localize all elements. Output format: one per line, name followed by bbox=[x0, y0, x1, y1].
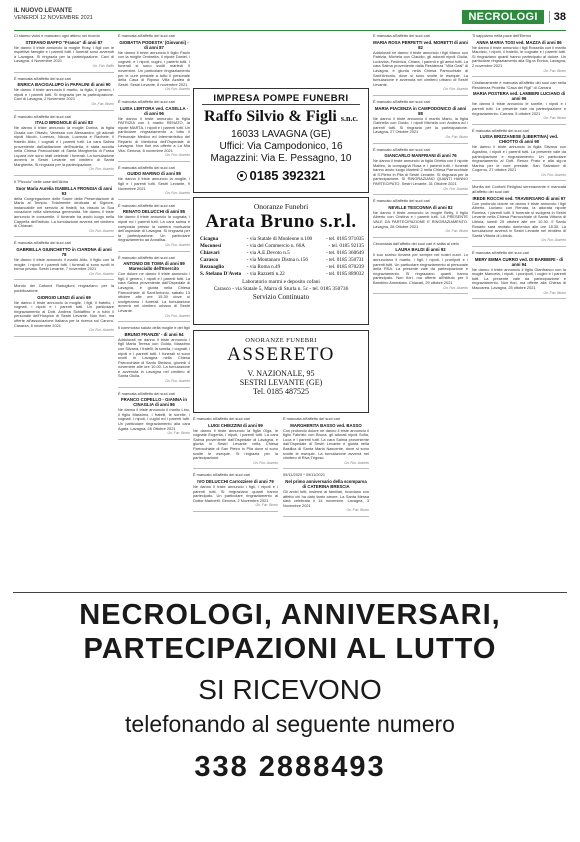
big-ad-line-4: telefonando al seguente numero bbox=[125, 711, 455, 737]
obituary-notice bbox=[472, 185, 566, 247]
deceased-name: MARIA POSTERA ved. LAMBERI LUCIANO di anni 96 bbox=[472, 91, 566, 102]
column-4 bbox=[373, 34, 468, 586]
notice-intro: È mancata all'affetto dei suoi cari bbox=[14, 75, 71, 81]
ad-raffo-phone bbox=[194, 168, 368, 183]
notice-body: Ne danno il triste annuncio le sorelle, i nipoti e i parenti tutti. La presente vale da partecipazione e ringraziamento. Carrara, 5 ottobre 2021 bbox=[472, 101, 566, 116]
column-3-right bbox=[283, 417, 369, 589]
deceased-name: ENRICA BACIGALUPO in PAPALINI di anni 90 bbox=[17, 82, 111, 88]
obituary-notice bbox=[118, 100, 190, 162]
header-rule bbox=[14, 30, 566, 31]
location-city: Moconesi bbox=[200, 243, 222, 249]
ad-arata-locations bbox=[200, 236, 364, 278]
notice-body: Ne danno il triste annuncio il marito Aldo, il figlio con la moglie, i nipoti e i parenti tutti. I funerali si sono svolti in forma privata. Sestri Levante, 7 novembre 2021 bbox=[14, 257, 114, 272]
ad-raffo-suffix: s.n.c. bbox=[340, 114, 358, 123]
location-phone: - tel. 0185 889032 bbox=[325, 271, 364, 277]
deceased-name: Nel primo anniversario della scomparsa di CATERINA BRESCIA bbox=[285, 478, 367, 489]
notice-body: Con profondo dolore ne danno il triste annuncio il figlio Fabrizio con Bruna, gli adorati nipoti Sofia, Luca e i parenti tutti. La cara Salma proveniente dall'Ospedale di Sestri Levante è giunta nella Basilica di Santa Maria Nascente, dove si sono svolte le esequie. La tumulazione avverrà nel cimitero di Riva Trigoso. bbox=[283, 427, 369, 461]
ad-assereto-name: ASSERETO bbox=[227, 344, 335, 365]
notice-intro: Cristianamente è mancata all'affetto dei suoi cari nella Residenza Protetta "Casa del Figli" di Carrara bbox=[472, 80, 566, 90]
notice-intro: È mancata all'affetto dei suoi cari bbox=[373, 34, 430, 38]
location-city: Rezzoaglio bbox=[200, 264, 224, 270]
ad-arata-name: Arata Bruno s.r.l. bbox=[205, 211, 357, 232]
notice-body: della Congregazione delle Suore della Presentazione di Maria al Tempio. Totalmente dedicata al Signore, instancabile nel servizio ai fratelli, ha vissuto la Sua vocazione nella silenziosa generosità. Ne danno il triste annuncio le consorelle. Il funerale ha avuto luogo nella Cappella dell'Istituto. La tumulazione avverrà nel cimitero di Chiavari. bbox=[14, 195, 114, 229]
deceased-name: GUIDO MARINO di anni 85 bbox=[127, 171, 181, 177]
obituary-notice bbox=[14, 77, 114, 111]
deceased-name: ANTONIO DE TOMA di anni 89 Maresciallo dell'Esercito bbox=[123, 261, 185, 272]
notice-body: Addolorati ne danno il triste annuncio i figli Marco con Patrizia, Michela con Claudio, gli adorati nipoti Giulia, Ludovica, Federica, Chiara, i parenti e gli amici tutti. La cara Salma proveniente dalla Residenza "Villa Oasi" di Lavagna, è giunta nella Chiesa Parrocchiale di Sant'Antonio, dove si sono svolte le esequie. La tumulazione è avvenuta nel cimitero urbano di Sestri Levante. bbox=[373, 49, 468, 87]
funeral-home-signature: On. Fun. Bruno bbox=[543, 68, 566, 73]
notice-body: Gli amici tutti, insieme ai familiari, ricordano con affetto chi ha dato tanto amore. La Santa Messa sarà celebrata il 14 novembre. Lavagna, 3 Novembre 2021 bbox=[283, 488, 369, 508]
deceased-name: LUIGI CHIEZZINI di anni 99 bbox=[208, 422, 263, 428]
notice-intro: È mancata all'affetto dei suoi cari bbox=[118, 164, 175, 170]
location-city: Cicagna bbox=[200, 236, 219, 242]
notice-intro: È mancato all'affetto dei suoi cari bbox=[373, 198, 430, 204]
deceased-name: IREDE ROCCHI ved. TRAVERSARO di anni 97 bbox=[472, 195, 566, 201]
notice-intro: Il commosso saluto della moglie e dei figli bbox=[118, 325, 190, 331]
newspaper-name: IL NUOVO LEVANTE bbox=[14, 8, 73, 14]
notice-intro: È mancato all'affetto dei suoi cari bbox=[118, 202, 175, 208]
column-5 bbox=[472, 34, 566, 586]
deceased-name: GABRIELLA GIUNCHETTO in CIARDNA di anni 78 bbox=[16, 247, 112, 257]
obituary-notice bbox=[14, 241, 114, 280]
deceased-name: NEVILLE TESCONNA di anni 82 bbox=[388, 204, 453, 210]
location-city: S. Stefano D'Aveto bbox=[200, 271, 242, 277]
notice-body: Ne danno il triste annuncio la cognata, i nipoti ed i parenti tutti. La cara salma è composta presso la camera mortuaria dell'ospedale di Lavagna. Si ringrazia per la partecipazione. Un particolare ringraziamento ad Annalisa. bbox=[118, 214, 190, 243]
funeral-home-signature: On. Fun. Baffo bbox=[92, 63, 114, 68]
funeral-home-signature: On. Fun. Bruno bbox=[543, 290, 566, 295]
notice-body: Ne danno il triste annuncio i figli Rossella con il marito Maurizio, i nipoti, il fratello, le cognate e i parenti tutti. Si ringraziano quanti hanno partecipato al dolore. Un particolare ringraziamento alla Sig.ra Enrica. Lavagna, 2 novembre 2021 bbox=[472, 44, 566, 68]
notice-body: Ne danno il triste annuncio il figlio Paolo con la moglie Ombretta, il nipote Daniel, i cognati, e i nipoti, cugini, i parenti tutti. I funerali si sono svolti martedì 9 novembre. Un particolare ringraziamento per le cure prestate a tutto il personale della Casa di Riposo Villa Azalea di Sestri. Sestri Levante, 8 novembre 2021 bbox=[118, 49, 190, 87]
notice-intro: È mancata all'affetto dei suoi cari bbox=[283, 417, 340, 421]
notice-body: Ne danno il triste annuncio la figlia Orietta con il nipote Matteo, la compagna Rosa e i parenti tutti. I funerali hanno avuto luogo Martedì 2 nella Chiesa Parrocchiale di S.Pietro in Pila di Sestri Levante. Si ringrazia per la partecipazione. SI RINGRAZIANO QUANTI HANNO PARTECIPATO. Sestri Levante, 31 Ottobre 2021 bbox=[373, 158, 468, 187]
deceased-name: MARGHERITA BASSO ved. BASSO bbox=[290, 422, 362, 428]
notice-intro: È mancata all'affetto dei suoi cari bbox=[472, 250, 529, 255]
funeral-home-signature: On. Fun. Asserto bbox=[89, 167, 114, 172]
location-address: - via Roma n.49 bbox=[246, 264, 281, 270]
notice-body: Ne danno il triste annuncio la figlia Silvana con Agostino, i nipoti e i parenti tutti. La presente vale da partecipazione e ringraziamento. Un particolare ringraziamento al Dott. Renzo Prato e alla sig.ra Marina per le cure prestate. San Salvatore di Cogorno, 27 ottobre 2021 bbox=[472, 144, 566, 173]
funeral-home-signature: On. Fun. Asserto bbox=[165, 87, 190, 92]
ad-assereto-phone: Tel. 0185 487525 bbox=[252, 387, 310, 396]
notice-body: Il suo sorriso rimarrà per sempre nei nostri cuori. Lo annunciano il marito, i figli, i nipoti, i pronipoti e i parenti tutti. Un particolare ringraziamento al personale della RSA. La presente vale da partecipazione e ringraziamento. Si ringraziano quanti hanno partecipato. Non fiori, ma offerte all'Istituto per il Bambino Ammalato. Chiavari, 29 ottobre 2021 bbox=[373, 252, 468, 285]
obituary-notice bbox=[283, 473, 369, 517]
deceased-name: IVO DELUCCHI Carrozziere di anni 79 bbox=[197, 478, 274, 484]
obituary-notice bbox=[14, 180, 114, 237]
notice-intro: È mancata all'affetto dei suoi cari bbox=[118, 98, 175, 104]
obituary-notice bbox=[472, 129, 566, 182]
ad-arata-subtitle: Onoranze Funebri bbox=[253, 202, 309, 211]
notice-body: Ne danno il triste annuncio la moglie Betty, il figlio Alberto con Cristina e i parenti tutti. LA PRESENTE VALE DA PARTECIPAZIONE E RINGRAZIAMENTO. Lavagna, 28 Ottobre 2021 bbox=[373, 209, 468, 229]
ad-assereto-address: V. NAZIONALE, 95 bbox=[247, 369, 315, 378]
big-ad-phone: 338 2888493 bbox=[194, 751, 386, 783]
ad-raffo-title: IMPRESA POMPE FUNEBRI bbox=[202, 93, 360, 105]
section-header bbox=[462, 10, 566, 24]
notice-intro: È mancato all'affetto dei suoi cari bbox=[193, 472, 250, 478]
notice-body: Ne danno il triste annuncio la moglie Rosy, i figli con le rispettive famiglie e i parenti tutti. I funerali sono avvenuti a Lavagna. Si ringrazia per la partecipazione. Cavi di Lavagna, 4 Novembre 2021 bbox=[14, 44, 114, 64]
obituary-notice bbox=[472, 81, 566, 125]
location-phone: - tel. 0185 971035 bbox=[325, 236, 364, 242]
location-row bbox=[200, 264, 364, 271]
ad-raffo-warehouse: Magazzini: Via E. Pessagno, 10 bbox=[210, 153, 352, 164]
notice-body: Ne danno il triste annuncio il marito Lino, il figlio Massimo, i fratelli, le sorelle, i cognati, i nipoti, i cugini ed i parenti tutti. Un particolare ringraziamento alla cara Agata. Lavagna, 28 Ottobre 2021 bbox=[118, 407, 190, 431]
obituary-notice bbox=[118, 166, 190, 200]
big-ad-line-1: NECROLOGI, ANNIVERSARI, bbox=[79, 599, 501, 631]
location-address: - via Razzetti n.22 bbox=[246, 271, 285, 277]
deceased-name: STEFANO BAFFO "Franco" di anni 87 bbox=[25, 39, 103, 45]
funeral-home-signature: On. Fun. Asserto bbox=[89, 271, 114, 276]
deceased-name: BRUNO FRANZE' - di anni 94 bbox=[124, 331, 184, 337]
obituary-notice bbox=[118, 392, 190, 440]
deceased-name: ITALO BRIGNOLE di anni 83 bbox=[35, 120, 93, 126]
funeral-home-signature: On. Fun. Asserto bbox=[165, 191, 190, 196]
funeral-home-signature: On. Fun. Asserto bbox=[89, 228, 114, 233]
funeral-home-signature: On. Fun. Asserto bbox=[541, 238, 566, 243]
funeral-home-signature: On. Fun. Asserto bbox=[443, 285, 468, 290]
deceased-name: ANNA MARIA TOSI ved. MAZZA di anni 86 bbox=[476, 39, 562, 45]
ad-raffo-company: Raffo Silvio & Figli bbox=[203, 108, 337, 125]
obituary-notice bbox=[118, 326, 190, 388]
notice-intro: È mancata all'affetto dei suoi cari bbox=[118, 390, 175, 396]
funeral-home-signature: On. Fun. Asserto bbox=[344, 460, 369, 465]
funeral-home-signature: On. Fun. Bruno bbox=[445, 229, 468, 234]
notice-intro: È mancata all'affetto dei suoi cari bbox=[14, 240, 71, 246]
deceased-name: GIORGIO LENZI di anni 69 bbox=[37, 294, 91, 300]
funeral-home-signature: On. Fun. Bruno bbox=[346, 508, 369, 513]
obituary-notice bbox=[472, 34, 566, 77]
column-1 bbox=[14, 34, 114, 586]
big-ad-line-2: PARTECIPAZIONI AL LUTTO bbox=[83, 633, 497, 665]
phone-icon bbox=[237, 171, 247, 181]
location-phone: - tel. 0185 360649 bbox=[325, 250, 364, 256]
notice-body: Ne danno il triste annuncio la moglie, i figli, il fratello, i cognati, i nipoti e i parenti tutti. Un particolare ringraziamento al Dott. Andrea Schiaffino e a tutto il personale dell'Hospice di Sestri Levante. Non fiori, ma offerte all'associazione Italiana per la ricerca sul Cancro. Casarza, 8 novembre 2021 bbox=[14, 299, 114, 328]
deceased-name: MARIA ROSA PERFETTI ved. MORETTI di anni 82 bbox=[373, 39, 468, 50]
location-row bbox=[200, 250, 364, 257]
page-header bbox=[14, 6, 566, 30]
ad-assereto-subtitle: ONORANZE FUNEBRI bbox=[245, 337, 317, 344]
masthead bbox=[14, 8, 93, 22]
notice-body: Ne danno il triste annuncio il marito, la figlia, il genero, i nipoti e i parenti tutti. Si ringrazia per la partecipazione. Cavi di Lavagna, 2 Novembre 2021 bbox=[14, 87, 114, 102]
ad-arata-service: Servizio Continuato bbox=[252, 293, 310, 301]
notice-body: Ne danno il triste annuncio la moglie Dorina, la figlia Grazia con Ottavio, Vanessa con Alessandro, gli adorati nipoti Nicolò, Lorenzo, Nicola, Lucrezia e Rachele, il fratello Aldo, i cognati e i parenti tutti. La cara Salma proveniente dall'abitazione dell'Isoletta, è stata accolta nella Chiesa Parrocchiale di Santa Margherita di Fossa Lupara ove sono stati celebrati i funerali. La tumulazione avverrà in Sestri Levante nel cimitero di Santa Margherita. Si ringrazia per la partecipazione. bbox=[14, 125, 114, 167]
notice-intro: Circondata dall'affetto dei suoi cari è salita al cielo bbox=[373, 240, 459, 246]
obituary-notice bbox=[118, 34, 190, 96]
obituary-notice bbox=[373, 242, 468, 294]
location-phone: - tel. 0185 350731 bbox=[325, 257, 364, 263]
deceased-name: GIANCARLO MANFRIANI di anni 76 bbox=[384, 153, 457, 159]
notice-intro: Mondo dei Cafonni Raduglioni ringraziano per la pubblicazione bbox=[14, 283, 114, 293]
notice-intro: È mancata all'affetto dei suoi cari bbox=[118, 34, 175, 38]
deceased-name: FRANCO COPELLO - GIANNA in CINAGLIA di anni 86 bbox=[121, 397, 187, 408]
ad-raffo-name bbox=[194, 108, 368, 126]
obituary-notice bbox=[14, 115, 114, 177]
deceased-name: LUISA LERTORA ved. CASELLA - di anni 96 bbox=[119, 105, 189, 116]
funeral-home-signature: On. Fun. Asserto bbox=[89, 328, 114, 333]
column-3-left bbox=[193, 417, 278, 589]
funeral-home-signature: On. Fun. Asserto bbox=[165, 153, 190, 158]
notice-body: Ne danno il triste annuncio i figli, i nipoti e i parenti tutti. Si ringraziano quanti hanno partecipato. Un particolare ringraziamento al Dottor Marinetti. Genova, 2 Novembre 2021 bbox=[193, 483, 278, 503]
notice-intro: È mancato all'affetto dei suoi cari bbox=[118, 254, 175, 260]
location-phone: - tel. 0185 870239 bbox=[325, 264, 364, 270]
notice-intro: È mancata all'affetto dei suoi cari bbox=[472, 127, 529, 133]
funeral-home-signature: On. Fun. Bruno bbox=[167, 431, 190, 436]
notice-body: Con profondo dolore ne danno il triste annuncio i figli Alberto, Luciano con Renata, la adorata nipote Romina, i parenti tutti. Il funerale si svolgerà in Sestri Levante nella Chiesa Parrocchiale di Santa Vittoria di Libiola, lunedì 25 ottobre alle ore 10.30. Il Santo Rosario sarà recitato domenica alle ore 18.30. La tumulazione avverrà in Sestri Levante nel cimitero di Santa Vittoria di Libiola. bbox=[472, 200, 566, 238]
location-address: - via Montanaro Disma n.156 bbox=[246, 257, 308, 263]
notice-intro: È mancato all'affetto dei suoi cari bbox=[193, 417, 250, 421]
section-title: NECROLOGI bbox=[462, 10, 543, 24]
deceased-name: LAURA BALDI di anni 92 bbox=[395, 247, 446, 253]
obituary-notice bbox=[283, 417, 369, 469]
funeral-home-signature: On. Fun. Bruno bbox=[543, 116, 566, 121]
ad-raffo-office: Uffici: Via Campodonico, 16 bbox=[219, 141, 343, 152]
notice-body: Ne danno il triste annuncio la figlia PATRIZIA con il marito RENATO, la nipote MARTA, i nipoti e i parenti tutti. Un particolare ringraziamento a tutto il Personale Medico ed Infermieristico del Reparto di Medicina dell'Ospedale di Lavagna. Non fiori ma offerte a La Mia Vita. Genova, 8 novembre 2021 bbox=[118, 115, 190, 153]
location-address: - via del Commercio n. 66A bbox=[246, 243, 305, 249]
notice-intro: Munita dei Conforti Religiosi serenamente è mancata all'affetto dei suoi cari bbox=[472, 184, 566, 195]
funeral-home-signature: On. Fun. Bruno bbox=[445, 134, 468, 139]
location-row bbox=[200, 271, 364, 278]
location-city: Chiavari bbox=[200, 250, 220, 256]
notice-body: Ne danno il triste annuncio la figlia Olga, le cognate Eugenia, i nipoti, i parenti tutti. La cara Salma proveniente dall'Ospedale di Lavagna, è giunta in Sestri Levante nella Chiesa Parrocchiale di San Pietro in Pila dove si sono svolte le esequie. Si ringrazia per la partecipazione. bbox=[193, 427, 278, 461]
funeral-home-signature: On. Fun. Asserto bbox=[253, 460, 278, 465]
ad-raffo-phone-number: 0185 392321 bbox=[249, 168, 326, 183]
obituary-notice bbox=[118, 204, 190, 252]
obituary-notice bbox=[14, 284, 114, 336]
deceased-name: MERY EMMA CURRO ved. DI BARBIERI - di anni 94 bbox=[474, 256, 564, 267]
location-row bbox=[200, 243, 364, 250]
deceased-name: MARIA PIACENZA in CAMPODONICO di anni 88 bbox=[374, 105, 467, 116]
notice-intro: È mancato all'affetto dei suoi cari bbox=[373, 146, 430, 152]
deceased-name: GIOBATTA PODESTA' (Giovanni) - di anni 87 bbox=[119, 39, 189, 50]
funeral-home-signature: On. Fun. Asserto bbox=[165, 243, 190, 247]
obituary-notice bbox=[193, 473, 278, 512]
location-address: - via Statale di Monleone n.100 bbox=[246, 236, 313, 242]
funeral-home-signature: On. Fun. Asserto bbox=[541, 172, 566, 177]
funeral-home-signature: On. Fun. Bruno bbox=[255, 503, 278, 508]
ad-assereto-funeral-services bbox=[193, 330, 369, 413]
location-phone: - tel. 0185 92135 bbox=[328, 243, 364, 249]
location-row bbox=[200, 257, 364, 264]
page-number: 38 bbox=[549, 11, 566, 23]
ad-raffo-funeral-services bbox=[193, 88, 369, 193]
obituary-notice bbox=[14, 34, 114, 73]
notice-body: Con dolore ne danno il triste annuncio i figli, il genero, i nipoti e i parenti tutti. La cara Salma proveniente dall'Ospedale di Lavagna, è giunta nella Chiesa Parrocchiale di Sant'Antonio, sabato 13 ottobre alle ore 15.30 dove si svolgeranno i funerali. La tumulazione avverrà nel cimitero urbano di Sestri Levante. bbox=[118, 271, 190, 313]
funeral-home-signature: On. Fun. Bruno bbox=[91, 101, 114, 106]
ad-raffo-city: 16033 LAVAGNA (GE) bbox=[231, 129, 331, 140]
ad-assereto-city: SESTRI LEVANTE (GE) bbox=[239, 378, 323, 387]
notice-body: Ne danno il triste annuncio la moglie, i figli e i parenti tutti. Sestri Levante, 9 Novembre 2021 bbox=[118, 176, 190, 191]
notice-intro: È mancato all'affetto dei suoi cari bbox=[14, 113, 71, 119]
issue-date: VENERDÌ 12 NOVEMBRE 2021 bbox=[14, 15, 93, 21]
location-address: - via A.E.Devoto n.5 bbox=[246, 250, 290, 256]
notice-intro: È mancato all'affetto dei suoi cari bbox=[373, 98, 430, 104]
notice-intro: Ti sappiamo nella pace dell'Eterno bbox=[472, 34, 532, 38]
column-2 bbox=[118, 34, 190, 586]
notice-intro: 09/11/2020 * 09/11/2021 bbox=[283, 472, 326, 478]
obituary-notice bbox=[472, 251, 566, 299]
funeral-home-signature: On. Fun. Asserto bbox=[443, 87, 468, 92]
obituary-notice bbox=[373, 199, 468, 238]
obituary-notice bbox=[373, 100, 468, 144]
funeral-home-signature: On. Fun. Asserto bbox=[443, 186, 468, 191]
obituary-notice bbox=[118, 256, 190, 323]
obituary-notice bbox=[373, 34, 468, 96]
deceased-name: Suor Maria Aurelia ISABELLA FRONGIA di anni 93 bbox=[15, 185, 113, 196]
obituary-notice bbox=[193, 417, 278, 469]
notice-intro: Ci stanno vicini e mancano ogni attimo nel ricordo bbox=[14, 34, 100, 38]
notice-body: Ne danno il triste annuncio il figlio Gianfranco con la moglie Manuela, i nipoti, i pronipoti, i cugini e i parenti tutti. La presente vale da partecipazione e ringraziamento. Non fiori, ma offerte alla Chiesa di Maccarea. Lavagna, 25 ottobre 2021 bbox=[472, 266, 566, 290]
ad-arata-lab: Laboratorio marmi e deposito cofani bbox=[242, 279, 320, 285]
location-row bbox=[200, 236, 364, 243]
location-city: Carasco bbox=[200, 257, 219, 263]
notice-intro: Il "Piccolo" delle case dell'Abba bbox=[14, 179, 68, 185]
notice-body: Addolorati ne danno il triste annuncio i figli Maria Teresa con Guido, Massimo con Silvana, i fratelli, la sorella, i cognati, i nipoti e i parenti tutti. I funerali si sono svolti in Lavagna nella Chiesa Parrocchiale di Santo Stefano, giovedì 4 novembre alle ore 10.00. La tumulazione è avvenuta in Lavagna nel cimitero di Santa Giulia. bbox=[118, 336, 190, 379]
obituary-submission-ad bbox=[13, 592, 567, 807]
ad-arata-funeral-services bbox=[193, 197, 369, 325]
big-ad-line-3: SI RICEVONO bbox=[198, 674, 382, 705]
deceased-name: RENATO DELUCCHI di anni 85 bbox=[122, 209, 186, 215]
ad-arata-lab-address: Carasco - via Statale 5, Marra di Sturla n. 5c - tel. 0185 350736 bbox=[213, 286, 349, 292]
notice-body: Ne danno il triste annuncio il marito Mario, la figlia Gabriella con Guido, i nipoti Michela con Andrea ed i parenti tutti. Si ringrazia per la partecipazione. Lavagna, 27 Ottobre 2021 bbox=[373, 115, 468, 135]
funeral-home-signature: On. Fun. Asserto bbox=[165, 313, 190, 318]
deceased-name: LUISA BRIZZANESE (LIBERTINA) ved. CHIOTTO di anni 90 bbox=[479, 134, 559, 145]
funeral-home-signature: On. Fun. Asserto bbox=[165, 379, 190, 384]
obituary-notice bbox=[373, 148, 468, 196]
